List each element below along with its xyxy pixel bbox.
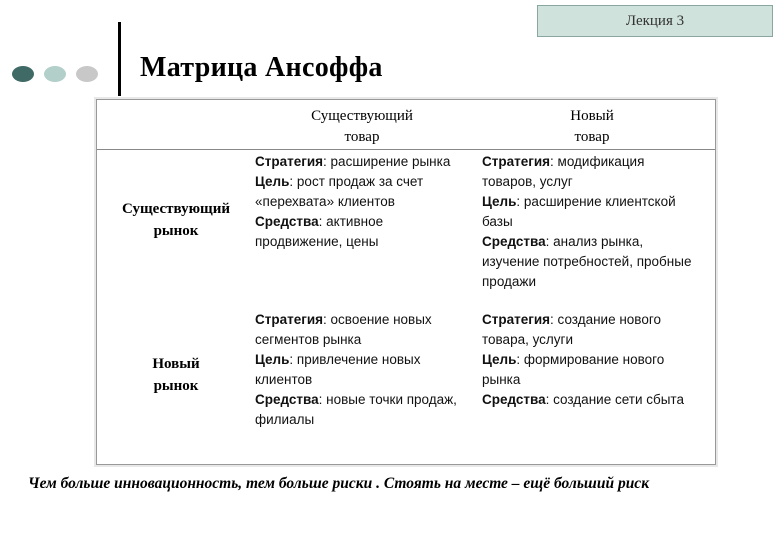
header-divider: [97, 149, 715, 150]
means-line-cont: продвижение, цены: [255, 234, 379, 249]
means-line-cont: продажи: [482, 274, 536, 289]
strategy-line: Стратегия: освоение новых: [255, 312, 432, 327]
means-line: Средства: активное: [255, 214, 384, 229]
row-header-new-market: [111, 353, 241, 397]
strategy-line-cont: товара, услуги: [482, 332, 574, 347]
column-header-line: Существующий: [311, 108, 413, 124]
cell-new-market-existing-product: [255, 310, 480, 430]
row-header-line: Существующий: [122, 201, 230, 217]
goal-line-cont: базы: [482, 214, 513, 229]
row-header-line: рынок: [153, 378, 199, 394]
ansoff-matrix: [96, 99, 716, 465]
column-header-line: товар: [344, 129, 380, 145]
goal-line: Цель: расширение клиентской: [482, 194, 676, 209]
cell-existing-market-new-product: [482, 152, 714, 292]
strategy-line-cont: товаров, услуг: [482, 174, 573, 189]
goal-line-cont: «перехвата» клиентов: [255, 194, 395, 209]
decorative-dots: [12, 66, 98, 82]
cell-new-market-new-product: [482, 310, 714, 410]
row-header-existing-market: [111, 198, 241, 242]
strategy-line: Стратегия: расширение рынка: [255, 154, 451, 169]
goal-line: Цель: привлечение новых: [255, 352, 421, 367]
strategy-line: Стратегия: модификация: [482, 154, 645, 169]
footer-caption: Чем больше инновационность, тем больше риски . Стоять на месте – ещё больший риск: [28, 475, 650, 492]
row-header-line: Новый: [152, 356, 200, 372]
strategy-line-cont: сегментов рынка: [255, 332, 362, 347]
means-line-cont: филиалы: [255, 412, 315, 427]
goal-line-cont: клиентов: [255, 372, 313, 387]
means-line-cont: изучение потребностей, пробные: [482, 254, 692, 269]
dot-dark-icon: [12, 66, 34, 82]
title-divider: [118, 22, 121, 96]
goal-line: Цель: рост продаж за счет: [255, 174, 424, 189]
column-header-existing-product: [267, 106, 457, 148]
cell-existing-market-existing-product: [255, 152, 480, 252]
column-header-line: Новый: [570, 108, 614, 124]
lecture-label: Лекция 3: [537, 5, 773, 37]
goal-line-cont: рынка: [482, 372, 521, 387]
goal-line: Цель: формирование нового: [482, 352, 665, 367]
page-title: Матрица Ансоффа: [140, 52, 383, 83]
row-header-line: рынок: [153, 223, 199, 239]
means-line: Средства: создание сети сбыта: [482, 392, 684, 407]
column-header-new-product: [507, 106, 677, 148]
means-line: Средства: анализ рынка,: [482, 234, 644, 249]
means-line: Средства: новые точки продаж,: [255, 392, 457, 407]
dot-gray-icon: [76, 66, 98, 82]
column-header-line: товар: [574, 129, 610, 145]
strategy-line: Стратегия: создание нового: [482, 312, 661, 327]
dot-light-icon: [44, 66, 66, 82]
